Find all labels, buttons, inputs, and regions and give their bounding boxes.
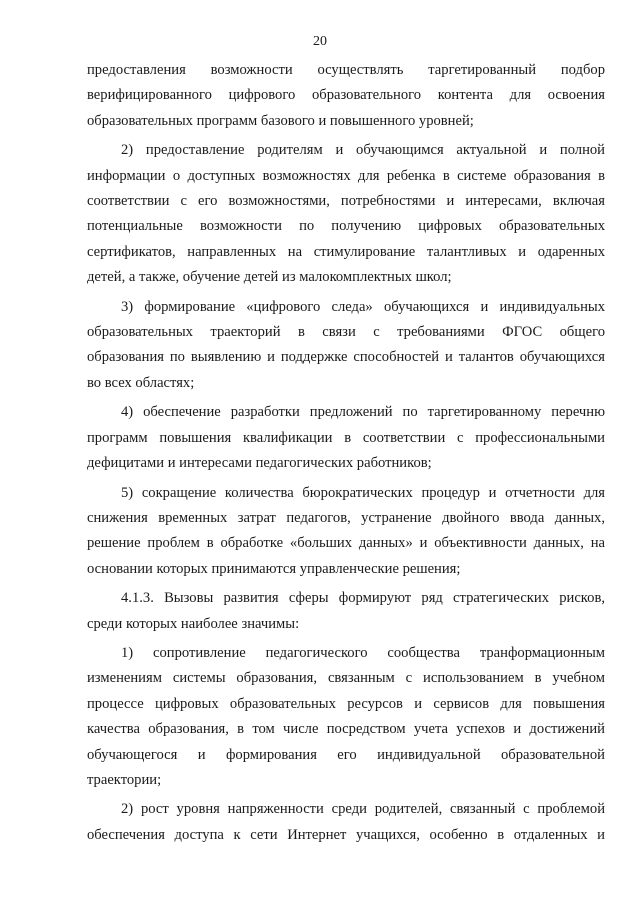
- text-line: обучающегося и формирования его индивидуальной образовательной: [87, 746, 605, 763]
- text-line: предоставления возможности осуществлять таргетированный подбор: [87, 62, 605, 78]
- text-line: дефицитами и интересами педагогических работников;: [87, 455, 432, 472]
- text-line: основании которых принимаются управленческие решения;: [87, 560, 461, 577]
- text-line: соответствии с его возможностями, потребностями и интересами, включая: [87, 193, 605, 210]
- text-line: среди которых наиболее значимы:: [87, 615, 300, 632]
- paragraph: [87, 138, 605, 290]
- paragraph: [87, 586, 605, 637]
- paragraph: [87, 58, 605, 134]
- page-number: 20: [313, 34, 327, 49]
- text-line: образования по выявлению и поддержке способностей и талантов обучающихся: [87, 349, 605, 366]
- paragraph: [87, 641, 605, 793]
- text-line: снижения временных затрат педагогов, устранение двойного ввода данных,: [87, 509, 605, 526]
- text-line: верифицированного цифрового образовательного контента для освоения: [87, 87, 605, 104]
- text-line: процессе цифровых образовательных ресурсов и сервисов для повышения: [87, 695, 605, 712]
- text-line: 3) формирование «цифрового следа» обучающихся и индивидуальных: [121, 298, 605, 315]
- text-line: изменениям системы образования, связанным с использованием в учебном: [87, 670, 605, 687]
- text-line: 5) сокращение количества бюрократических процедур и отчетности для: [121, 484, 605, 501]
- paragraph: [87, 295, 605, 397]
- text-line: образовательных программ базового и повышенного уровней;: [87, 112, 474, 129]
- text-line: 1) сопротивление педагогического сообщества транформационным: [121, 644, 605, 661]
- text-line: во всех областях;: [87, 374, 195, 391]
- text-line: качества образования, в том числе посредством учета успехов и достижений: [87, 721, 605, 738]
- paragraph: [87, 400, 605, 476]
- text-line: 4) обеспечение разработки предложений по таргетированному перечню: [121, 404, 605, 421]
- text-line: информации о доступных возможностях для ребенка в системе образования в: [87, 167, 605, 184]
- text-line: 2) рост уровня напряженности среди родителей, связанный с проблемой: [121, 801, 605, 818]
- document-body: [87, 58, 605, 848]
- text-line: программ повышения квалификации в соответствии с профессиональными: [87, 429, 605, 446]
- paragraph: [87, 797, 605, 848]
- text-line: потенциальные возможности по получению цифровых образовательных: [87, 218, 605, 235]
- text-line: образовательных траекторий в связи с требованиями ФГОС общего: [87, 324, 605, 341]
- text-line: решение проблем в обработке «больших данных» и объективности данных, на: [87, 535, 605, 552]
- text-line: обеспечения доступа к сети Интернет учащихся, особенно в отдаленных и: [87, 826, 605, 843]
- text-line: траектории;: [87, 771, 162, 788]
- paragraph: [87, 481, 605, 583]
- text-line: 2) предоставление родителям и обучающимся актуальной и полной: [121, 142, 605, 159]
- text-line: 4.1.3. Вызовы развития сферы формируют ряд стратегических рисков,: [121, 590, 605, 607]
- text-line: детей, а также, обучение детей из малокомплектных школ;: [87, 269, 452, 286]
- text-line: сертификатов, направленных на стимулирование талантливых и одаренных: [87, 243, 605, 260]
